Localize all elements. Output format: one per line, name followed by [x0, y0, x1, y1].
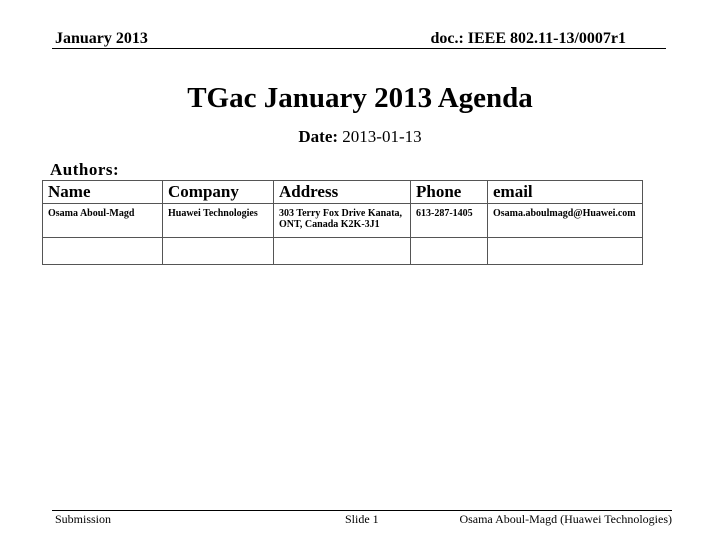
cell-address: [274, 238, 411, 265]
footer-author: Osama Aboul-Magd (Huawei Technologies): [459, 512, 672, 526]
column-header-company: Company: [163, 181, 274, 204]
cell-email: [488, 238, 643, 265]
authors-table: [42, 180, 643, 265]
cell-company: [163, 238, 274, 265]
cell-name: [43, 238, 163, 265]
cell-phone: 613-287-1405: [411, 204, 488, 238]
date-value: 2013-01-13: [342, 127, 422, 146]
table-row: [43, 204, 643, 238]
footer-slide-number: Slide 1: [345, 512, 379, 526]
cell-email: Osama.aboulmagd@Huawei.com: [488, 204, 643, 238]
cell-address: 303 Terry Fox Drive Kanata, ONT, Canada K2K-3J1: [274, 204, 411, 238]
authors-label: Authors:: [50, 160, 120, 179]
cell-phone: [411, 238, 488, 265]
footer-rule: [52, 510, 672, 511]
cell-name: Osama Aboul-Magd: [43, 204, 163, 238]
header-doc-id: doc.: IEEE 802.11-13/0007r1: [430, 30, 626, 47]
header-rule: [52, 48, 666, 49]
column-header-phone: Phone: [411, 181, 488, 204]
date-label: Date:: [298, 127, 339, 146]
footer-submission: Submission: [55, 512, 112, 526]
column-header-address: Address: [274, 181, 411, 204]
slide-title: TGac January 2013 Agenda: [187, 82, 533, 114]
column-header-name: Name: [43, 181, 163, 204]
table-row: [43, 238, 643, 265]
table-header-row: [43, 181, 643, 204]
date-line: [0, 127, 720, 147]
column-header-email: email: [488, 181, 643, 204]
header-date: January 2013: [55, 30, 148, 47]
cell-company: Huawei Technologies: [163, 204, 274, 238]
